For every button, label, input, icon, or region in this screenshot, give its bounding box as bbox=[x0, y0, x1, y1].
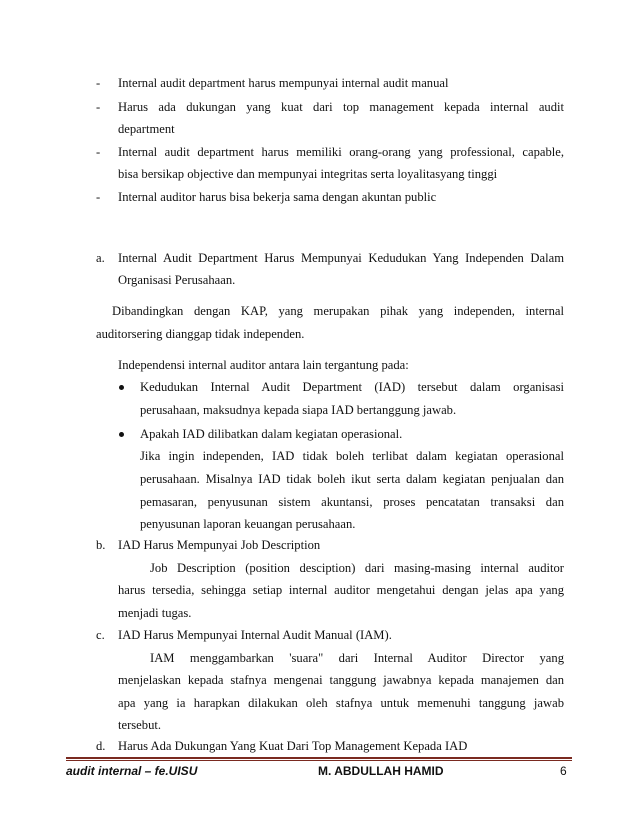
dash-marker: - bbox=[96, 100, 101, 114]
paragraph-line: menjelaskan kepada stafnya mengenai tanggung jawabnya kepada manajemen dan bbox=[118, 673, 564, 687]
dash-marker: - bbox=[96, 145, 101, 159]
section-marker: d. bbox=[96, 739, 106, 753]
paragraph-line: harus tersedia, sehingga setiap internal auditor mengetahui dengan jelas apa yang bbox=[118, 583, 564, 597]
dash-marker: - bbox=[96, 190, 101, 204]
section-heading-line: Organisasi Perusahaan. bbox=[118, 273, 236, 287]
footer-rule bbox=[66, 757, 572, 759]
paragraph-line: auditorsering dianggap tidak independen. bbox=[96, 327, 305, 341]
paragraph-line: menjadi tugas. bbox=[118, 606, 192, 620]
bullet-line: pemasaran, penyusunan sistem akuntansi, proses pencatatan transaksi dan bbox=[140, 495, 564, 509]
paragraph-line: IAM menggambarkan 'suara" dari Internal Auditor Director yang bbox=[150, 651, 564, 665]
paragraph-line: Job Description (position desciption) dari masing-masing internal auditor bbox=[150, 561, 564, 575]
section-marker: a. bbox=[96, 251, 105, 265]
section-heading: IAD Harus Mempunyai Job Description bbox=[118, 538, 321, 552]
section-heading: IAD Harus Mempunyai Internal Audit Manual (IAM). bbox=[118, 628, 392, 642]
paragraph-line: Dibandingkan dengan KAP, yang merupakan pihak yang independen, internal bbox=[112, 304, 564, 318]
intro-line: Independensi internal auditor antara lain tergantung pada: bbox=[118, 358, 409, 372]
dash-item-line: Internal audit department harus mempunyai internal audit manual bbox=[118, 76, 449, 90]
footer-left: audit internal – fe.UISU bbox=[66, 764, 198, 778]
bullet-line: Jika ingin independen, IAD tidak boleh terlibat dalam kegiatan operasional bbox=[140, 449, 564, 463]
dash-item-line: department bbox=[118, 122, 175, 136]
section-heading-line: Internal Audit Department Harus Mempunyai Kedudukan Yang Independen Dalam bbox=[118, 251, 564, 265]
dash-item-line: Internal audit department harus memiliki orang-orang yang professional, capable, bbox=[118, 145, 564, 159]
page-number: 6 bbox=[560, 764, 567, 778]
paragraph-line: apa yang ia harapkan dilakukan oleh stafnya untuk memenuhi tanggung jawab bbox=[118, 696, 564, 710]
bullet-line: perusahaan, maksudnya kepada siapa IAD bertanggung jawab. bbox=[140, 403, 457, 417]
bullet-line: Apakah IAD dilibatkan dalam kegiatan operasional. bbox=[140, 427, 403, 441]
section-heading: Harus Ada Dukungan Yang Kuat Dari Top Management Kepada IAD bbox=[118, 739, 468, 753]
paragraph-line: tersebut. bbox=[118, 718, 162, 732]
dash-item-line: bisa bersikap objective dan mempunyai integritas serta loyalitasyang tinggi bbox=[118, 167, 498, 181]
section-marker: b. bbox=[96, 538, 106, 552]
bullet-line: penyusunan laporan keuangan perusahaan. bbox=[140, 517, 356, 531]
bullet-line: perusahaan. Misalnya IAD tidak boleh ikut serta dalam kegiatan penjualan dan bbox=[140, 472, 564, 486]
bullet-icon bbox=[119, 385, 124, 390]
section-marker: c. bbox=[96, 628, 105, 642]
bullet-icon bbox=[119, 432, 124, 437]
footer-rule-thin bbox=[66, 760, 572, 761]
dash-marker: - bbox=[96, 76, 101, 90]
footer-author: M. ABDULLAH HAMID bbox=[318, 764, 444, 778]
dash-item-line: Internal auditor harus bisa bekerja sama dengan akuntan public bbox=[118, 190, 437, 204]
dash-item-line: Harus ada dukungan yang kuat dari top management kepada internal audit bbox=[118, 100, 564, 114]
bullet-line: Kedudukan Internal Audit Department (IAD) tersebut dalam organisasi bbox=[140, 380, 564, 394]
